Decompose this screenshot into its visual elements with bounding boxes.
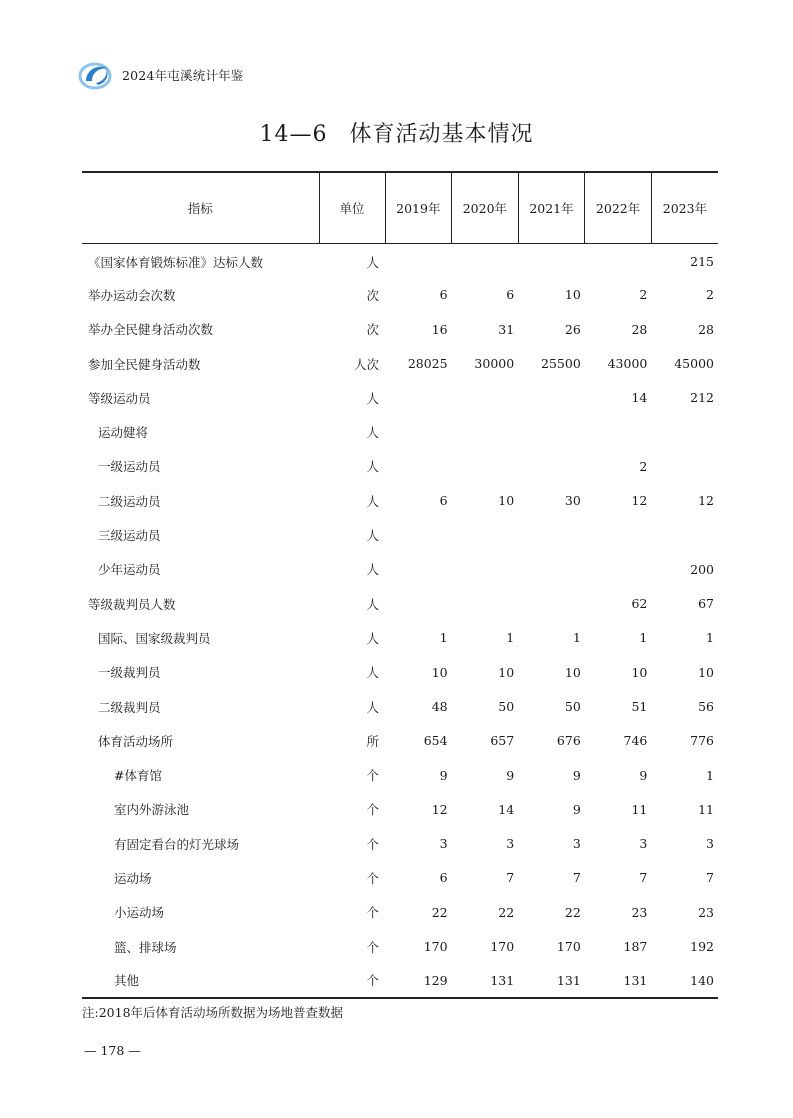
row-indicator: 举办运动会次数 (88, 287, 176, 303)
table-row (82, 449, 718, 483)
value-2019: 28025 (407, 356, 448, 372)
value-2020: 50 (498, 699, 515, 714)
value-2023: 28 (698, 321, 714, 337)
value-2022: 11 (631, 801, 648, 817)
value-2023: 200 (690, 561, 714, 577)
table-row (82, 929, 718, 963)
table-body (82, 244, 718, 999)
row-unit: 次 (366, 287, 379, 303)
value-2019 (385, 449, 452, 483)
table-row (82, 827, 718, 861)
table-row (82, 484, 718, 518)
page-number: — 178 — (84, 1043, 141, 1058)
value-2020: 9 (506, 767, 515, 783)
value-2021: 7 (572, 870, 581, 886)
value-2019: 10 (431, 664, 448, 680)
column-header-unit: 单位 (319, 172, 385, 244)
table-row (82, 415, 718, 449)
page-header (78, 58, 244, 92)
value-2023: 3 (706, 836, 714, 852)
row-unit: 个 (319, 964, 385, 998)
value-2023: 7 (706, 870, 714, 886)
value-2023: 215 (690, 254, 714, 270)
row-indicator: 《国家体育锻炼标准》达标人数 (88, 254, 264, 270)
table-row (82, 621, 718, 655)
table-row (82, 381, 718, 415)
row-indicator: 有固定看台的灯光球场 (114, 836, 240, 852)
value-2020 (452, 586, 519, 620)
value-2023: 776 (690, 733, 714, 749)
value-2020: 3 (506, 836, 515, 852)
row-indicator: 举办全民健身活动次数 (88, 322, 214, 338)
row-indicator: 篮、排球场 (114, 939, 177, 955)
value-2021 (518, 518, 585, 552)
value-2022: 43000 (607, 356, 648, 372)
value-2022: 9 (639, 767, 648, 783)
value-2020 (452, 415, 519, 449)
row-unit: 人 (366, 528, 379, 544)
row-unit: 人 (366, 596, 379, 612)
table-title: 体育活动基本情况 (349, 122, 534, 147)
table-row (82, 895, 718, 929)
value-2022: 7 (639, 870, 648, 886)
row-indicator: 小运动场 (114, 905, 165, 921)
value-2019 (385, 415, 452, 449)
value-2022: 131 (585, 964, 652, 998)
value-2022 (585, 518, 652, 552)
value-2020: 170 (490, 939, 515, 955)
value-2023: 23 (698, 904, 714, 920)
value-2020 (452, 552, 519, 586)
row-indicator: 运动场 (114, 870, 152, 886)
value-2023: 45000 (674, 356, 714, 372)
value-2023: 2 (706, 287, 714, 303)
row-unit: 人 (366, 254, 379, 270)
value-2019: 170 (423, 939, 448, 955)
value-2022: 1 (639, 630, 648, 646)
row-indicator: 国际、国家级裁判员 (98, 630, 211, 646)
table-row (82, 792, 718, 826)
value-2022 (585, 415, 652, 449)
value-2019: 654 (423, 733, 448, 749)
column-header-2019: 2019年 (385, 172, 452, 244)
value-2019: 16 (431, 321, 448, 337)
row-indicator: 一级裁判员 (98, 665, 161, 681)
value-2023: 12 (698, 493, 714, 509)
column-header-2023: 2023年 (651, 172, 718, 244)
value-2019: 48 (431, 699, 448, 714)
value-2022 (585, 552, 652, 586)
value-2020: 131 (452, 964, 519, 998)
value-2021 (518, 552, 585, 586)
value-2021: 3 (572, 836, 581, 852)
table-row (82, 586, 718, 620)
column-header-2022: 2022年 (585, 172, 652, 244)
row-indicator: #体育馆 (114, 768, 162, 784)
row-unit: 人 (366, 562, 379, 578)
value-2022: 10 (631, 664, 648, 680)
row-unit: 所 (366, 733, 379, 749)
value-2022: 28 (631, 321, 648, 337)
value-2022: 187 (623, 939, 648, 955)
row-indicator: 等级运动员 (88, 390, 151, 406)
row-unit: 个 (366, 870, 379, 886)
value-2020: 14 (498, 801, 515, 817)
value-2022: 3 (639, 836, 648, 852)
value-2023 (651, 415, 718, 449)
value-2020: 657 (490, 733, 515, 749)
value-2021 (518, 244, 585, 278)
value-2022 (585, 244, 652, 278)
row-unit: 人 (366, 425, 379, 441)
table-footnote: 注:2018年后体育活动场所数据为场地普查数据 (82, 1005, 344, 1020)
row-indicator: 体育活动场所 (98, 733, 174, 749)
column-header-indicator: 指标 (82, 172, 319, 244)
row-indicator: 三级运动员 (98, 528, 161, 544)
value-2020: 22 (498, 904, 515, 920)
row-unit: 人 (366, 665, 379, 681)
row-indicator: 运动健将 (98, 425, 149, 441)
row-unit: 次 (366, 322, 379, 338)
table-number: 14—6 (259, 122, 328, 147)
column-header-2020: 2020年 (452, 172, 519, 244)
value-2022: 14 (631, 390, 648, 406)
value-2022: 2 (639, 287, 648, 303)
value-2019 (385, 586, 452, 620)
row-indicator: 一级运动员 (98, 459, 161, 475)
value-2019: 22 (431, 904, 448, 920)
table-row (82, 689, 718, 723)
table-row (82, 861, 718, 895)
value-2023: 10 (698, 664, 714, 680)
value-2019: 9 (439, 767, 448, 783)
book-title: 2024年屯溪统计年鉴 (122, 68, 244, 83)
value-2021: 170 (556, 939, 581, 955)
value-2023 (651, 449, 718, 483)
value-2023 (651, 518, 718, 552)
row-indicator: 等级裁判员人数 (88, 596, 176, 612)
table-row (82, 655, 718, 689)
row-unit: 人 (366, 459, 379, 475)
value-2023: 1 (706, 767, 714, 783)
value-2020: 6 (506, 287, 515, 303)
value-2021: 26 (564, 321, 581, 337)
table-row (82, 346, 718, 380)
value-2019: 6 (439, 287, 448, 303)
table-row (82, 278, 718, 312)
value-2022: 746 (623, 733, 648, 749)
value-2021: 9 (572, 801, 581, 817)
row-indicator: 少年运动员 (98, 562, 161, 578)
row-unit: 个 (366, 905, 379, 921)
value-2022: 2 (639, 458, 648, 474)
value-2019 (385, 518, 452, 552)
row-unit: 人 (366, 493, 379, 509)
value-2019: 1 (439, 630, 448, 646)
table-row (82, 552, 718, 586)
row-unit: 人 (366, 390, 379, 406)
value-2023: 140 (651, 964, 718, 998)
value-2021: 10 (564, 287, 581, 303)
value-2021: 131 (518, 964, 585, 998)
value-2021 (518, 415, 585, 449)
row-unit: 个 (366, 836, 379, 852)
table-header-row (82, 172, 718, 244)
value-2020: 10 (498, 664, 515, 680)
value-2021: 10 (564, 664, 581, 680)
row-unit: 个 (366, 802, 379, 818)
row-unit: 个 (366, 939, 379, 955)
value-2022: 62 (631, 596, 648, 612)
value-2023: 56 (698, 699, 714, 714)
value-2023: 1 (706, 630, 714, 646)
row-indicator: 二级裁判员 (98, 699, 161, 715)
value-2019 (385, 244, 452, 278)
row-unit: 人 (366, 630, 379, 646)
value-2023: 212 (690, 390, 714, 406)
value-2021: 30 (564, 493, 581, 509)
value-2021: 22 (564, 904, 581, 920)
table-row (82, 758, 718, 792)
value-2020 (452, 381, 519, 415)
row-unit: 人次 (353, 356, 379, 372)
value-2023: 11 (698, 801, 714, 817)
row-unit: 人 (366, 699, 379, 715)
page-title (0, 117, 793, 148)
value-2021 (518, 586, 585, 620)
value-2019: 129 (385, 964, 452, 998)
value-2020: 30000 (474, 356, 515, 372)
row-indicator: 参加全民健身活动数 (88, 356, 201, 372)
value-2020: 1 (506, 630, 515, 646)
value-2020 (452, 449, 519, 483)
value-2022: 23 (631, 904, 648, 920)
yearbook-logo-icon (78, 59, 116, 91)
table-row (82, 724, 718, 758)
value-2021: 1 (572, 630, 581, 646)
column-header-2021: 2021年 (518, 172, 585, 244)
value-2020 (452, 518, 519, 552)
value-2019: 6 (439, 870, 448, 886)
value-2019 (385, 381, 452, 415)
value-2021: 25500 (541, 356, 581, 372)
value-2023: 192 (690, 939, 714, 955)
row-indicator: 其他 (82, 964, 319, 998)
table-row (82, 964, 718, 998)
value-2019: 12 (431, 801, 448, 817)
sports-activity-table (82, 171, 718, 999)
table-row (82, 244, 718, 278)
value-2021: 676 (556, 733, 581, 749)
value-2020: 10 (498, 493, 515, 509)
row-unit: 个 (366, 768, 379, 784)
value-2020: 31 (498, 321, 515, 337)
value-2022: 51 (631, 699, 648, 714)
value-2022: 12 (631, 493, 648, 509)
row-indicator: 室内外游泳池 (114, 802, 190, 818)
value-2023: 67 (698, 596, 714, 612)
value-2019: 6 (439, 493, 448, 509)
value-2021 (518, 449, 585, 483)
value-2019 (385, 552, 452, 586)
value-2021 (518, 381, 585, 415)
value-2021: 50 (564, 699, 581, 714)
value-2021: 9 (572, 767, 581, 783)
row-indicator: 二级运动员 (98, 493, 161, 509)
value-2020 (452, 244, 519, 278)
value-2019: 3 (439, 836, 448, 852)
value-2020: 7 (506, 870, 515, 886)
table-row (82, 312, 718, 346)
table-row (82, 518, 718, 552)
